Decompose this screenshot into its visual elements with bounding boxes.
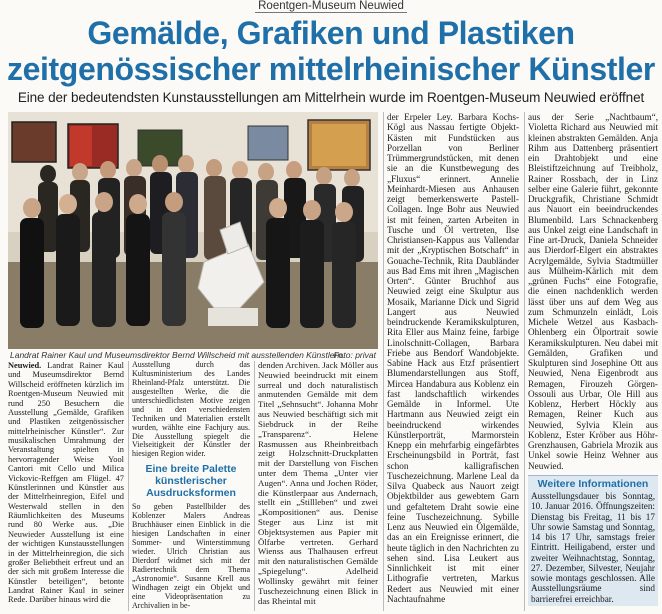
photo-caption-text: Landrat Rainer Kaul und Museumsdirektor Bernd Willscheid mit ausstellenden Künstlern. — [10, 350, 345, 360]
group-photo-image — [8, 112, 378, 349]
photo-caption — [10, 350, 376, 360]
dateline: Neuwied. — [8, 361, 42, 370]
column-2-text-2: So geben Pastellbilder des Koblenzer Malers Andreas Bruchhäuser einen Einblick in die hiesigen Landschaften in einer Sommer- und Winterstimmung wieder. Ulrich Christian aus Dierdorf widmet sich mit der Radiertechnik dem Thema „Astronomie“. Susanne Krell aus Windhagen zeigt ein Objekt und eine Videopräsentation zu Archivalien in be- — [132, 502, 250, 610]
article-column-5 — [528, 112, 658, 606]
column-3-text: denden Archiven. Jack Möller aus Neuwied beeindruckt mit einem surreal und doch naturalistisch anmutenden Gemälde mit dem Titel „Sehnsucht“. Johanna Mohr aus Neuwied beschäftigt sich mit Siebdruck in der Reihe „Transparenz“. Helene Rasmussen aus Rheinbreitbach zeigt Holzschnitt-Druckplatten mit der Darstellung von Fischen unter dem Thema „Unter vier Augen“. Anna und Jochen Röder, die Künstlerpaar aus Andernach, stellt ein „Stillleben“ und zwei „Kompositionen“ aus. Denise Steger aus Linz ist mit Objektsystemen aus Papier mit Ölfarbe vertreten. Gerhard Wienss aus Thalhausen erfreut mit den naturalistischen Gemälde „Spiegelung“. Adelheid Wollinsky gewährt mit feiner Tuschezeichnung einen Blick in das Rheintal mit — [258, 360, 378, 606]
section-kicker: Roentgen-Museum Neuwied — [0, 0, 662, 13]
column-4-text: der Erpeler Ley. Barbara Kochs-Kögl aus Nassau fertigte Objekt-Kästen mit Fundstücken aus Porzellan von Berliner Trümmergrundstücken, mit denen sie an die Kunstbewegung des „Fluxus“ erinnert. Annelie Meinhardt-Miesen aus Anhausen zeigt bemerkenswerte Pastell-Collagen. Inge Bohr aus Neuwied ist mit feinen, zarten Arbeiten in Tusche und Öl vertreten, Ilse Christiansen-Kappus aus Vallendar mit der „Kryptischen Botschaft“ in Gouache-Technik, Rita Daubländer aus Bad Ems mit ihren „Magischen Orten“. Günter Bruchhof aus Neuwied zeigt eine Skulptur aus Mosaik, Marianne Dick und Sigrid Langert aus Neuwied beindruckende Keramikskulpturen, Rita Eller aus Mainz feine, farbige Linolschnitt-Collagen, Barbara Friebe aus Bendorf Wandobjekte. Sabine Hack aus Etzf präsentiert Blumendarstellungen aus Stoff, Mircea Handabura aus Koblenz ein fast landschaftlich wirkendes Gemälde in Informel. Ute Hartmann aus Neuwied zeigt ein beeindruckend wirkendes Künstlerporträt, Marmorstein Knepp ein mehrfarbig eingefärbtes Erscheinungsbild in Porträt, fast schon kalligrafischen Tuschezeichnung. Marlene Leal da Silva Quabeck aus Nauort zeigt Objektbilder aus gewebtem Garn und gefaltetem Draht sowie eine feine Tuschezeichnung. Sybille Lenz aus Neuwied ein Ölgemälde, das an ein Ereignisse erinnert, die heute täglich in den Nachrichten zu sehen sind. Lisa Leukert aus Sinnlichkeit ist mit einer Lithografie vertreten, Markus Redert aus Neuwied mit einer Nachtaufnahme — [387, 112, 519, 604]
column-divider — [128, 361, 129, 611]
column-2-text-1: Ausstellung durch das Kultusministerium des Landes Rheinland-Pfalz unterstützt. Die ausgestellten Werke, die die unterschiedlichsten Motive zeigen und in den verschiedensten Techniken und Materialien erstellt wurden, wählte eine Fachjury aus. Die Ausstellung spiegelt die Vielseitigkeit der Künstler der hiesigen Region wider. — [132, 360, 250, 459]
column-1-text: Landrat Rainer Kaul und Museumsdirektor Bernd Willscheid eröffneten kürzlich im Roentgen-Museum Neuwied mit rund 250 Besuchern die Ausstellung „Gemälde, Grafiken und Plastiken zeitgenössischer mittelrheinischer Künstler“. Zur musikalischen Umrahmung der Veranstaltung spielten in hervorragender Weise Yool Cantori mit Cello und Milica Vickovic-Reffgen am Flügel. 47 Künstlerinnen und Künstler aus der Mittelrheinregion, Eifel und Westerwald stellen in den Räumlichkeiten des Museums rund 80 Werke aus. „Die Neuwieder Ausstellung ist eine der wichtigen Kunstausstellungen in der Mittelrheinregion, die sich großer Beliebtheit erfreut und an der sich mit großem Interesse die Künstler beteiligen“, betonte Landrat Rainer Kaul in seiner Rede. Darüber hinaus wird die — [8, 361, 124, 605]
column-divider — [383, 112, 384, 611]
photo-credit: Foto: privat — [333, 350, 376, 360]
subheading: Eine breite Palette künstlerischer Ausdrucksformen — [145, 463, 237, 500]
info-box — [528, 475, 658, 606]
info-box-text: Ausstellungsdauer bis Sonntag, 10. Januar 2016. Öffnungszeiten: Dienstag bis Freitag, 11 bis 17 Uhr sowie Samstag und Sonntag, 14 bis 17 Uhr, samstags freier Eintritt. Heiligabend, erster und zweiter Weihnachtstag, Sonntag, 27. Dezember, Silvester, Neujahr sowie montags geschlossen. Alle Ausstellungsräume sind barrierefrei erreichbar. — [531, 491, 655, 604]
group-photo — [8, 112, 378, 349]
headline-line-1: Gemälde, Grafiken und Plastiken — [87, 15, 575, 51]
article-column-3 — [258, 361, 378, 606]
article-column-4 — [387, 112, 519, 604]
column-divider — [524, 112, 525, 611]
headline-line-2: zeitgenössischer mittelrheinischer Künstler — [7, 51, 655, 87]
article-column-2 — [132, 361, 250, 611]
info-box-title: Weitere Informationen — [537, 477, 649, 490]
article-column-1 — [8, 361, 124, 605]
column-5-text: aus der Serie „Nachtbaum“, Violetta Richard aus Neuwied mit kleinen abstrakten Gemälden. Anja Rihm aus Dattenberg präsentiert ein Drahtobjekt und eine Bleistiftzeichnung auf Treibholz, Rainer Rossbach, der in Linz selber eine Galerie führt, gekonnte Druckgrafik, Christiane Schmidt aus Nauort ein beeindruckendes Blumenbild. Lars Schnackenberg aus Unkel zeigt eine Landschaft in Fine art-Druck, Daniela Schneider aus Dierdorf-Elgert ein abstraktes Acrylgemälde, Sylvia Stadtmüller aus Mülheim-Kärlich mit dem „grünen Fuchs“ eine Fotografie, die einen nachdenklich werden lässt über uns auf dem Weg aus zum Schmunzeln einlädt, Lois Michele Wetzel aus Kasbach-Ohlenberg ein Ölportrait sowie Keramikskulpturen. Neu dabei mit Gemälden, Grafiken und Skulpturen sind Josephine Ott aus Neuwied, Nena Eigenbrodt aus Remagen, Firouzeh Görgen-Ossouli aus Urbar, Ole Hill aus Koblenz, Herbert Höckly aus Remagen, Reiner Kuch aus Neuwied, Sylvia Klein aus Koblenz, Ester Kröber aus Höhr-Grenzhausen, Gabriela Mrozik aus Unkel sowie Heinz Wehner aus Neuwied. — [528, 112, 658, 471]
column-divider — [254, 361, 255, 611]
deck-subtitle: Eine der bedeutendsten Kunstausstellungen am Mittelrhein wurde im Roentgen-Museum Neuwied eröffnet — [17, 90, 645, 105]
